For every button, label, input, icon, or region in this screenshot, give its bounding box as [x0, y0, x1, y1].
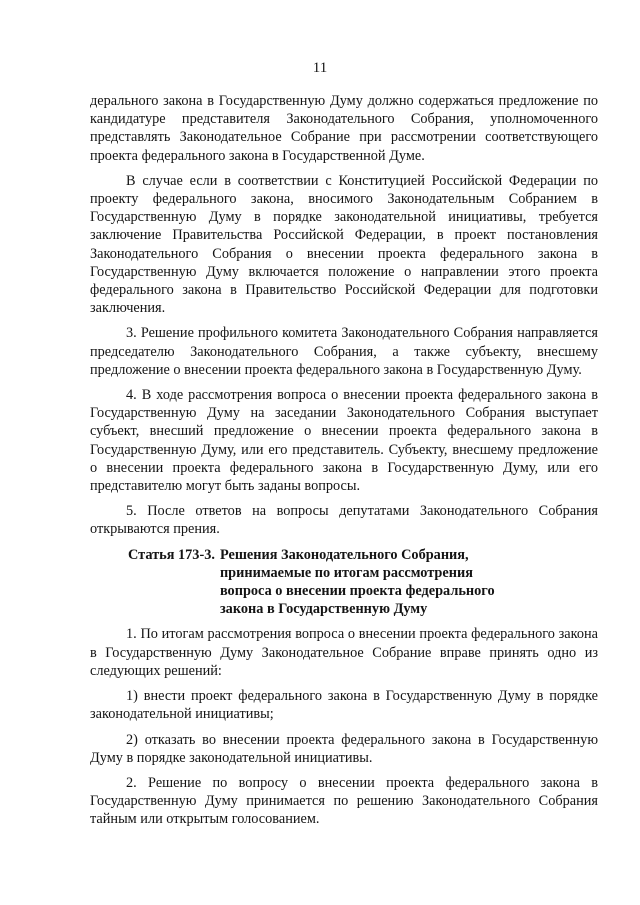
paragraph-item-5: 5. После ответов на вопросы депутатами Законодательного Собрания открываются прения.	[90, 503, 598, 538]
paragraph-article-item-1: 1. По итогам рассмотрения вопроса о внесении проекта федерального закона в Государственную Думу Законодательное Собрание вправе принять одно из следующих решений:	[90, 626, 598, 679]
paragraph-continuation: дерального закона в Государственную Думу должно содержаться предложение по кандидатуре представителя Законодательного Собрания, уполномоченного представлять Законодательное Собрание при рассмотрении соответствующего проекта федерального закона в Государственной Думе.	[90, 93, 598, 164]
paragraph-item-3: 3. Решение профильного комитета Законодательного Собрания направляется председателю Законодательного Собрания, а также субъекту, внесшему предложение о внесении проекта федерального закона в Государственную Думу.	[90, 325, 598, 378]
page-number: 11	[312, 60, 328, 76]
paragraph-government-conclusion: В случае если в соответствии с Конституцией Российской Федерации по проекту федерального закона, вносимого Законодательным Собранием в Государственную Думу в порядке законодательной инициативы, требуется заключение Правительства Российской Федерации, в проект постановления Законодательного Собрания о внесении проекта федерального закона в Государственную Думу включается положение о направлении этого проекта федерального закона в Правительство Российской Федерации для подготовки заключения.	[90, 172, 598, 317]
paragraph-item-4: 4. В ходе рассмотрения вопроса о внесении проекта федерального закона в Государственную Думу на заседании Законодательного Собрания выступает субъект, внесший предложение о внесении проекта федерального закона в Государственную Думу, или его представитель. Субъекту, внесшему предложение о внесении проекта федерального закона в Государственную Думу, или его представителю могут быть заданы вопросы.	[90, 387, 598, 495]
article-heading	[128, 546, 598, 619]
paragraph-article-item-2: 2. Решение по вопросу о внесении проекта федерального закона в Государственную Думу принимается по решению Законодательного Собрания тайным или открытым голосованием.	[90, 774, 598, 828]
article-title: Решения Законодательного Собрания, принимаемые по итогам рассмотрения вопроса о внесении проекта федерального закона в Государственную Думу	[219, 546, 495, 618]
article-number: Статья 173-3.	[128, 546, 215, 563]
paragraph-subitem-1: 1) внести проект федерального закона в Государственную Думу в порядке законодательной инициативы;	[90, 688, 598, 723]
paragraph-subitem-2: 2) отказать во внесении проекта федерального закона в Государственную Думу в порядке законодательной инициативы.	[90, 731, 598, 766]
document-body	[90, 92, 598, 836]
